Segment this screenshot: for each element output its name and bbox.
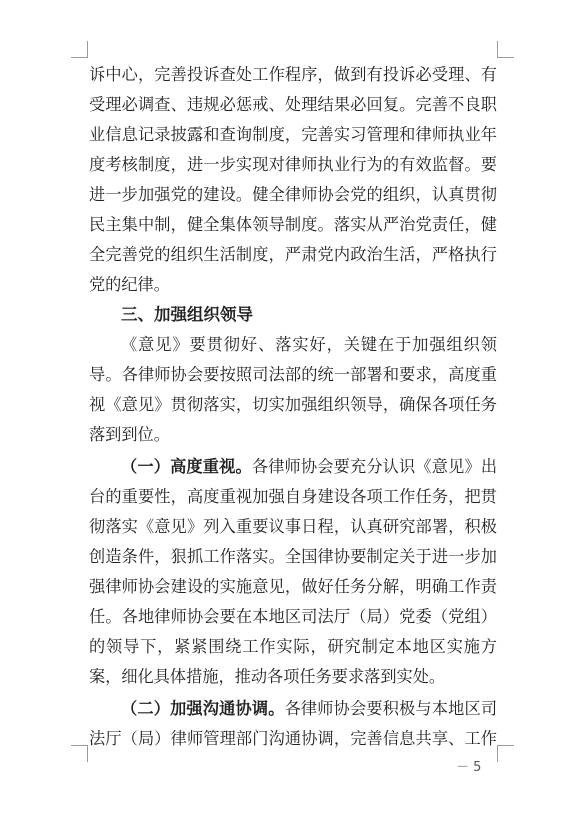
item1-line: 台的重要性，高度重视加强自身建设各项工作任务，把贯 (89, 487, 497, 506)
item2-first-rest: 各律师协会要积极与本地区司 (284, 699, 497, 718)
item1-line: 创造条件，狠抓工作落实。全国律协要制定关于进一步加 (89, 547, 497, 566)
item1-line: 案，细化具体措施，推动各项任务要求落到实处。 (89, 667, 446, 686)
section-heading: 三、加强组织领导 (121, 305, 253, 324)
body-line: 度考核制度，进一步实现对律师执业行为的有效监督。要 (89, 155, 497, 174)
item2-title: （二）加强沟通协调。 (121, 699, 285, 718)
crop-mark-top-left (71, 41, 88, 58)
crop-mark-top-right (497, 41, 514, 58)
intro-line: 视《意见》贯彻落实，切实加强组织领导，确保各项任务 (89, 395, 497, 414)
crop-mark-bottom-right (497, 745, 514, 762)
crop-mark-bottom-left (71, 745, 88, 762)
item2-first-line (121, 694, 497, 724)
item1-line: 彻落实《意见》列入重要议事日程，认真研究部署，积极 (89, 517, 497, 536)
body-line: 党的纪律。 (89, 275, 170, 294)
item2-line: 法厅（局）律师管理部门沟通协调，完善信息共享、工作 (89, 729, 497, 748)
body-line: 全完善党的组织生活制度，严肃党内政治生活，严格执行 (89, 245, 497, 264)
intro-line: 导。各律师协会要按照司法部的统一部署和要求，高度重 (89, 365, 497, 384)
item1-line: 任。各地律师协会要在本地区司法厅（局）党委（党组） (89, 607, 497, 626)
item1-first-rest: 各律师协会要充分认识《意见》出 (251, 457, 497, 476)
body-line: 诉中心，完善投诉查处工作程序，做到有投诉必受理、有 (89, 65, 497, 84)
body-line: 业信息记录披露和查询制度，完善实习管理和律师执业年 (89, 125, 497, 144)
intro-line: 《意见》要贯彻好、落实好，关键在于加强组织领 (121, 335, 497, 354)
item1-first-line (121, 452, 497, 482)
item1-line: 强律师协会建设的实施意见，做好任务分解，明确工作责 (89, 577, 497, 596)
body-line: 民主集中制，健全集体领导制度。落实从严治党责任，健 (89, 215, 497, 234)
body-line: 受理必调查、违规必惩戒、处理结果必回复。完善不良职 (89, 95, 497, 114)
body-line: 进一步加强党的建设。健全律师协会党的组织，认真贯彻 (89, 185, 497, 204)
item1-line: 的领导下，紧紧围绕工作实际，研究制定本地区实施方 (89, 637, 497, 656)
item1-title: （一）高度重视。 (121, 457, 252, 476)
intro-line: 落到到位。 (89, 425, 170, 444)
page-number: － 5 (456, 760, 482, 775)
